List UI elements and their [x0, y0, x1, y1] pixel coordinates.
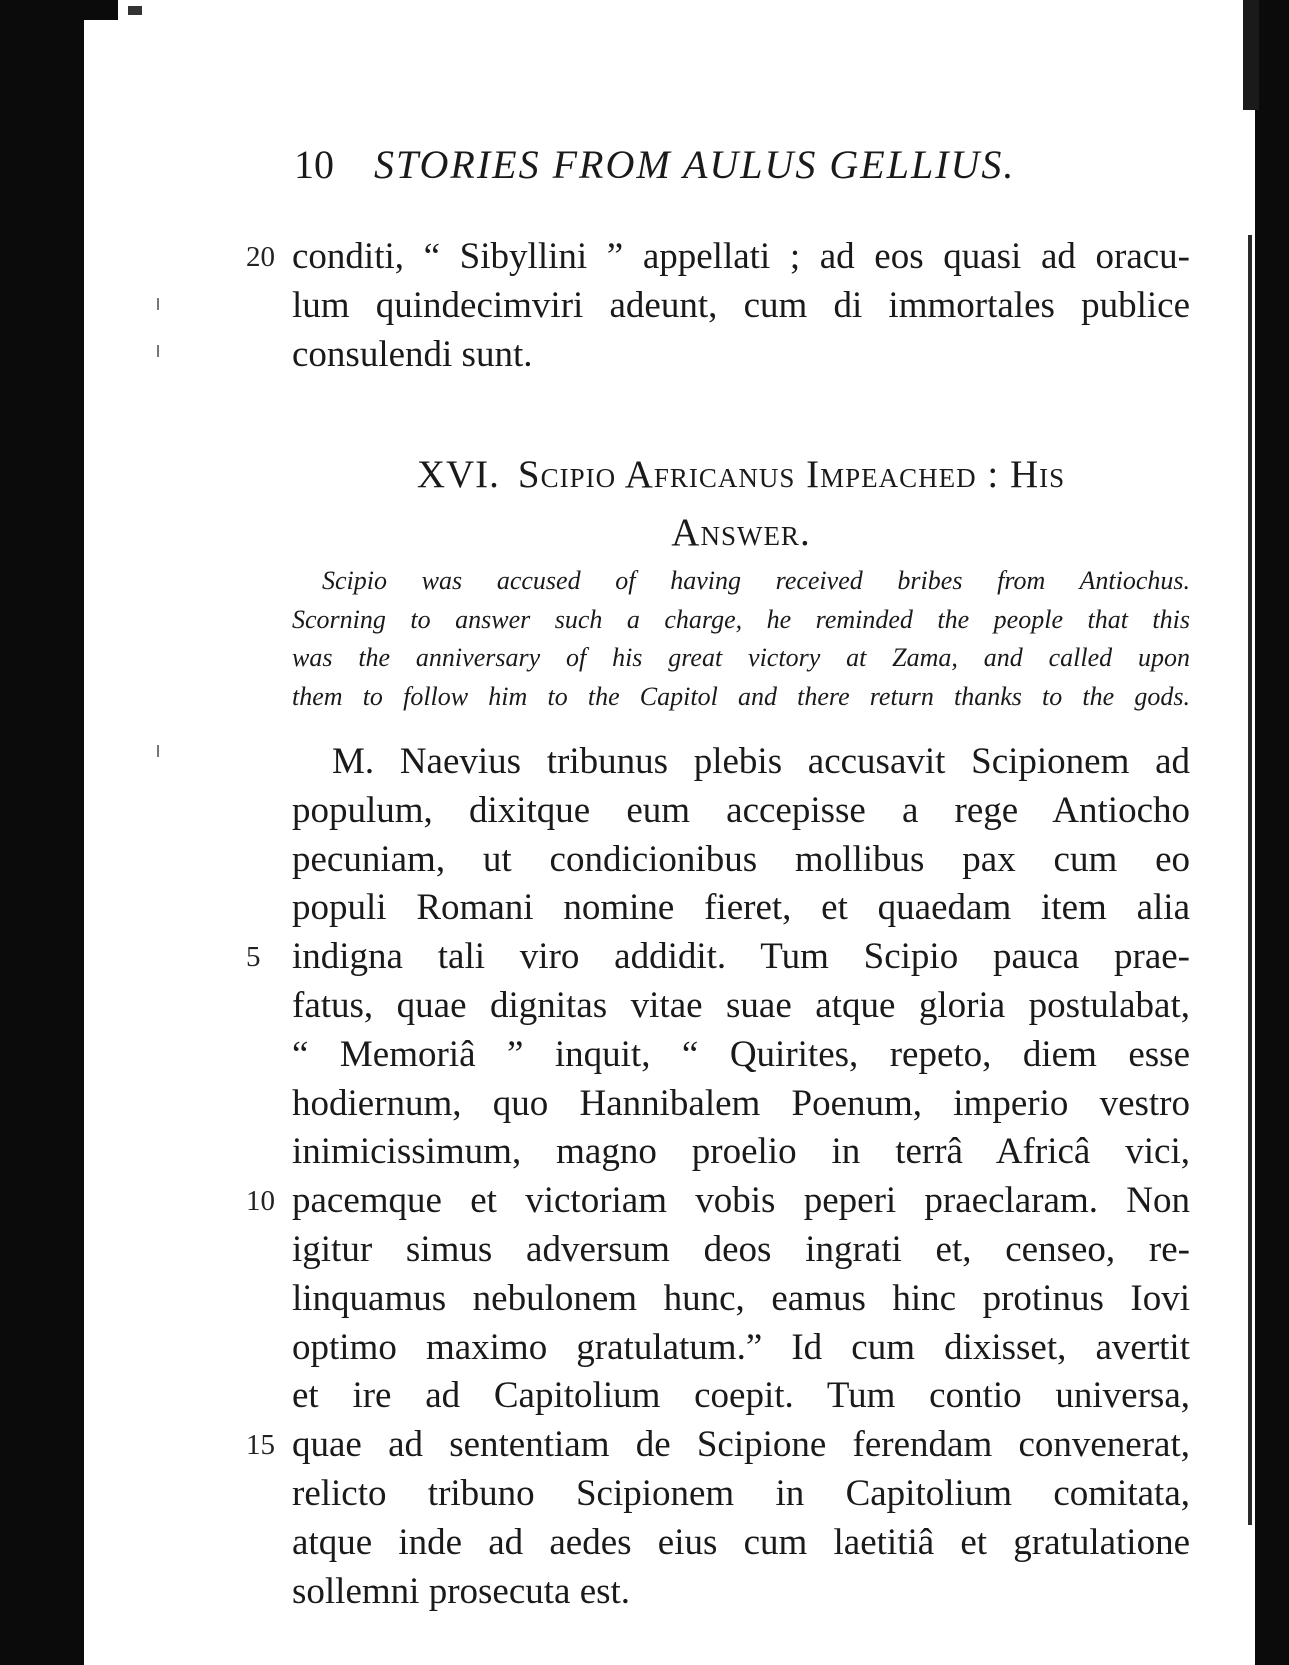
line-text: inimicissimum, magno proelio in terrâ Africâ vici,: [292, 1131, 1190, 1173]
page-bleed-line: [1248, 235, 1252, 1525]
summary-line: Scorning to answer such a charge, he reminded the people that this: [292, 604, 1190, 634]
line-text: sollemni prosecuta est.: [292, 1570, 631, 1612]
scan-edge-left-notch: [84, 0, 118, 20]
text-line: [292, 1372, 1190, 1421]
line-text: pecuniam, ut condicionibus mollibus pax cum eo: [292, 838, 1190, 880]
text-line: [246, 933, 1190, 982]
line-text: optimo maximo gratulatum.” Id cum dixisset, avertit: [292, 1326, 1190, 1368]
text-line: [246, 1177, 1190, 1226]
chapter-title: Scipio Africanus Impeached : His: [517, 453, 1066, 496]
margin-tick: [157, 345, 159, 357]
text-line: [292, 1128, 1190, 1177]
text-line: [246, 233, 1190, 282]
text-line: [246, 1421, 1190, 1470]
chapter-summary: [292, 562, 1190, 716]
text-line: [292, 1519, 1190, 1568]
scan-mark-top: [128, 6, 142, 15]
text-line: [292, 1568, 1190, 1617]
margin-tick: [157, 745, 159, 757]
text-line: [292, 1470, 1190, 1519]
text-line: [292, 282, 1190, 331]
chapter-numeral: XVI.: [416, 453, 500, 496]
line-number: 10: [246, 1185, 275, 1218]
scan-edge-right-notch: [1243, 0, 1259, 110]
line-text: populi Romani nomine fieret, et quaedam item alia: [292, 887, 1190, 929]
text-line: [292, 1324, 1190, 1373]
chapter-heading-line-1: [292, 446, 1190, 504]
line-text: linquamus nebulonem hunc, eamus hinc protinus Iovi: [292, 1277, 1190, 1319]
line-number: 15: [246, 1429, 275, 1462]
chapter-heading: [292, 446, 1190, 562]
scan-edge-right: [1255, 0, 1289, 1665]
text-line: [292, 884, 1190, 933]
line-text: igitur simus adversum deos ingrati et, censeo, re-: [292, 1228, 1190, 1270]
summary-line: was the anniversary of his great victory at Zama, and called upon: [292, 643, 1190, 672]
line-text: conditi, “ Sibyllini ” appellati ; ad eos quasi ad oracu-: [292, 236, 1190, 277]
line-text: indigna tali viro addidit. Tum Scipio pauca prae-: [292, 936, 1190, 978]
line-text: relicto tribuno Scipionem in Capitolium comitata,: [292, 1472, 1190, 1514]
text-line: [292, 982, 1190, 1031]
line-text: M. Naevius tribunus plebis accusavit Scipionem ad: [332, 741, 1190, 782]
line-text: populum, dixitque eum accepisse a rege Antiocho: [292, 789, 1190, 831]
line-text: hodiernum, quo Hannibalem Poenum, imperio vestro: [292, 1082, 1190, 1124]
carryover-paragraph: [246, 233, 1190, 379]
running-head: [294, 140, 1094, 190]
page-number: 10: [294, 142, 334, 187]
line-text: pacemque et victoriam vobis peperi praeclaram. Non: [292, 1180, 1190, 1222]
line-text: lum quindecimviri adeunt, cum di immortales publice: [292, 284, 1190, 326]
text-line: [292, 1080, 1190, 1129]
text-line: [292, 331, 1190, 380]
line-text: fatus, quae dignitas vitae suae atque gloria postulabat,: [292, 984, 1190, 1026]
scan-edge-left: [0, 0, 84, 1665]
summary-line: Scipio was accused of having received bribes from Antiochus.: [322, 566, 1190, 595]
text-line: [292, 1275, 1190, 1324]
text-line: [292, 1031, 1190, 1080]
text-line: [292, 738, 1190, 787]
line-text: quae ad sententiam de Scipione ferendam convenerat,: [292, 1424, 1190, 1466]
text-line: [292, 836, 1190, 885]
line-number: 5: [246, 941, 261, 974]
summary-line: them to follow him to the Capitol and there return thanks to the gods.: [292, 681, 1190, 711]
chapter-title-continued: Answer.: [671, 511, 811, 554]
line-number: 20: [246, 241, 275, 273]
line-text: consulendi sunt.: [292, 333, 533, 375]
line-text: “ Memoriâ ” inquit, “ Quirites, repeto, diem esse: [292, 1033, 1190, 1075]
text-line: [292, 787, 1190, 836]
line-text: et ire ad Capitolium coepit. Tum contio universa,: [292, 1375, 1190, 1417]
text-line: [292, 1226, 1190, 1275]
book-title: STORIES FROM AULUS GELLIUS.: [374, 142, 1016, 187]
margin-tick: [157, 298, 159, 310]
main-text: [246, 738, 1190, 1616]
line-text: atque inde ad aedes eius cum laetitiâ et gratulatione: [292, 1521, 1190, 1563]
